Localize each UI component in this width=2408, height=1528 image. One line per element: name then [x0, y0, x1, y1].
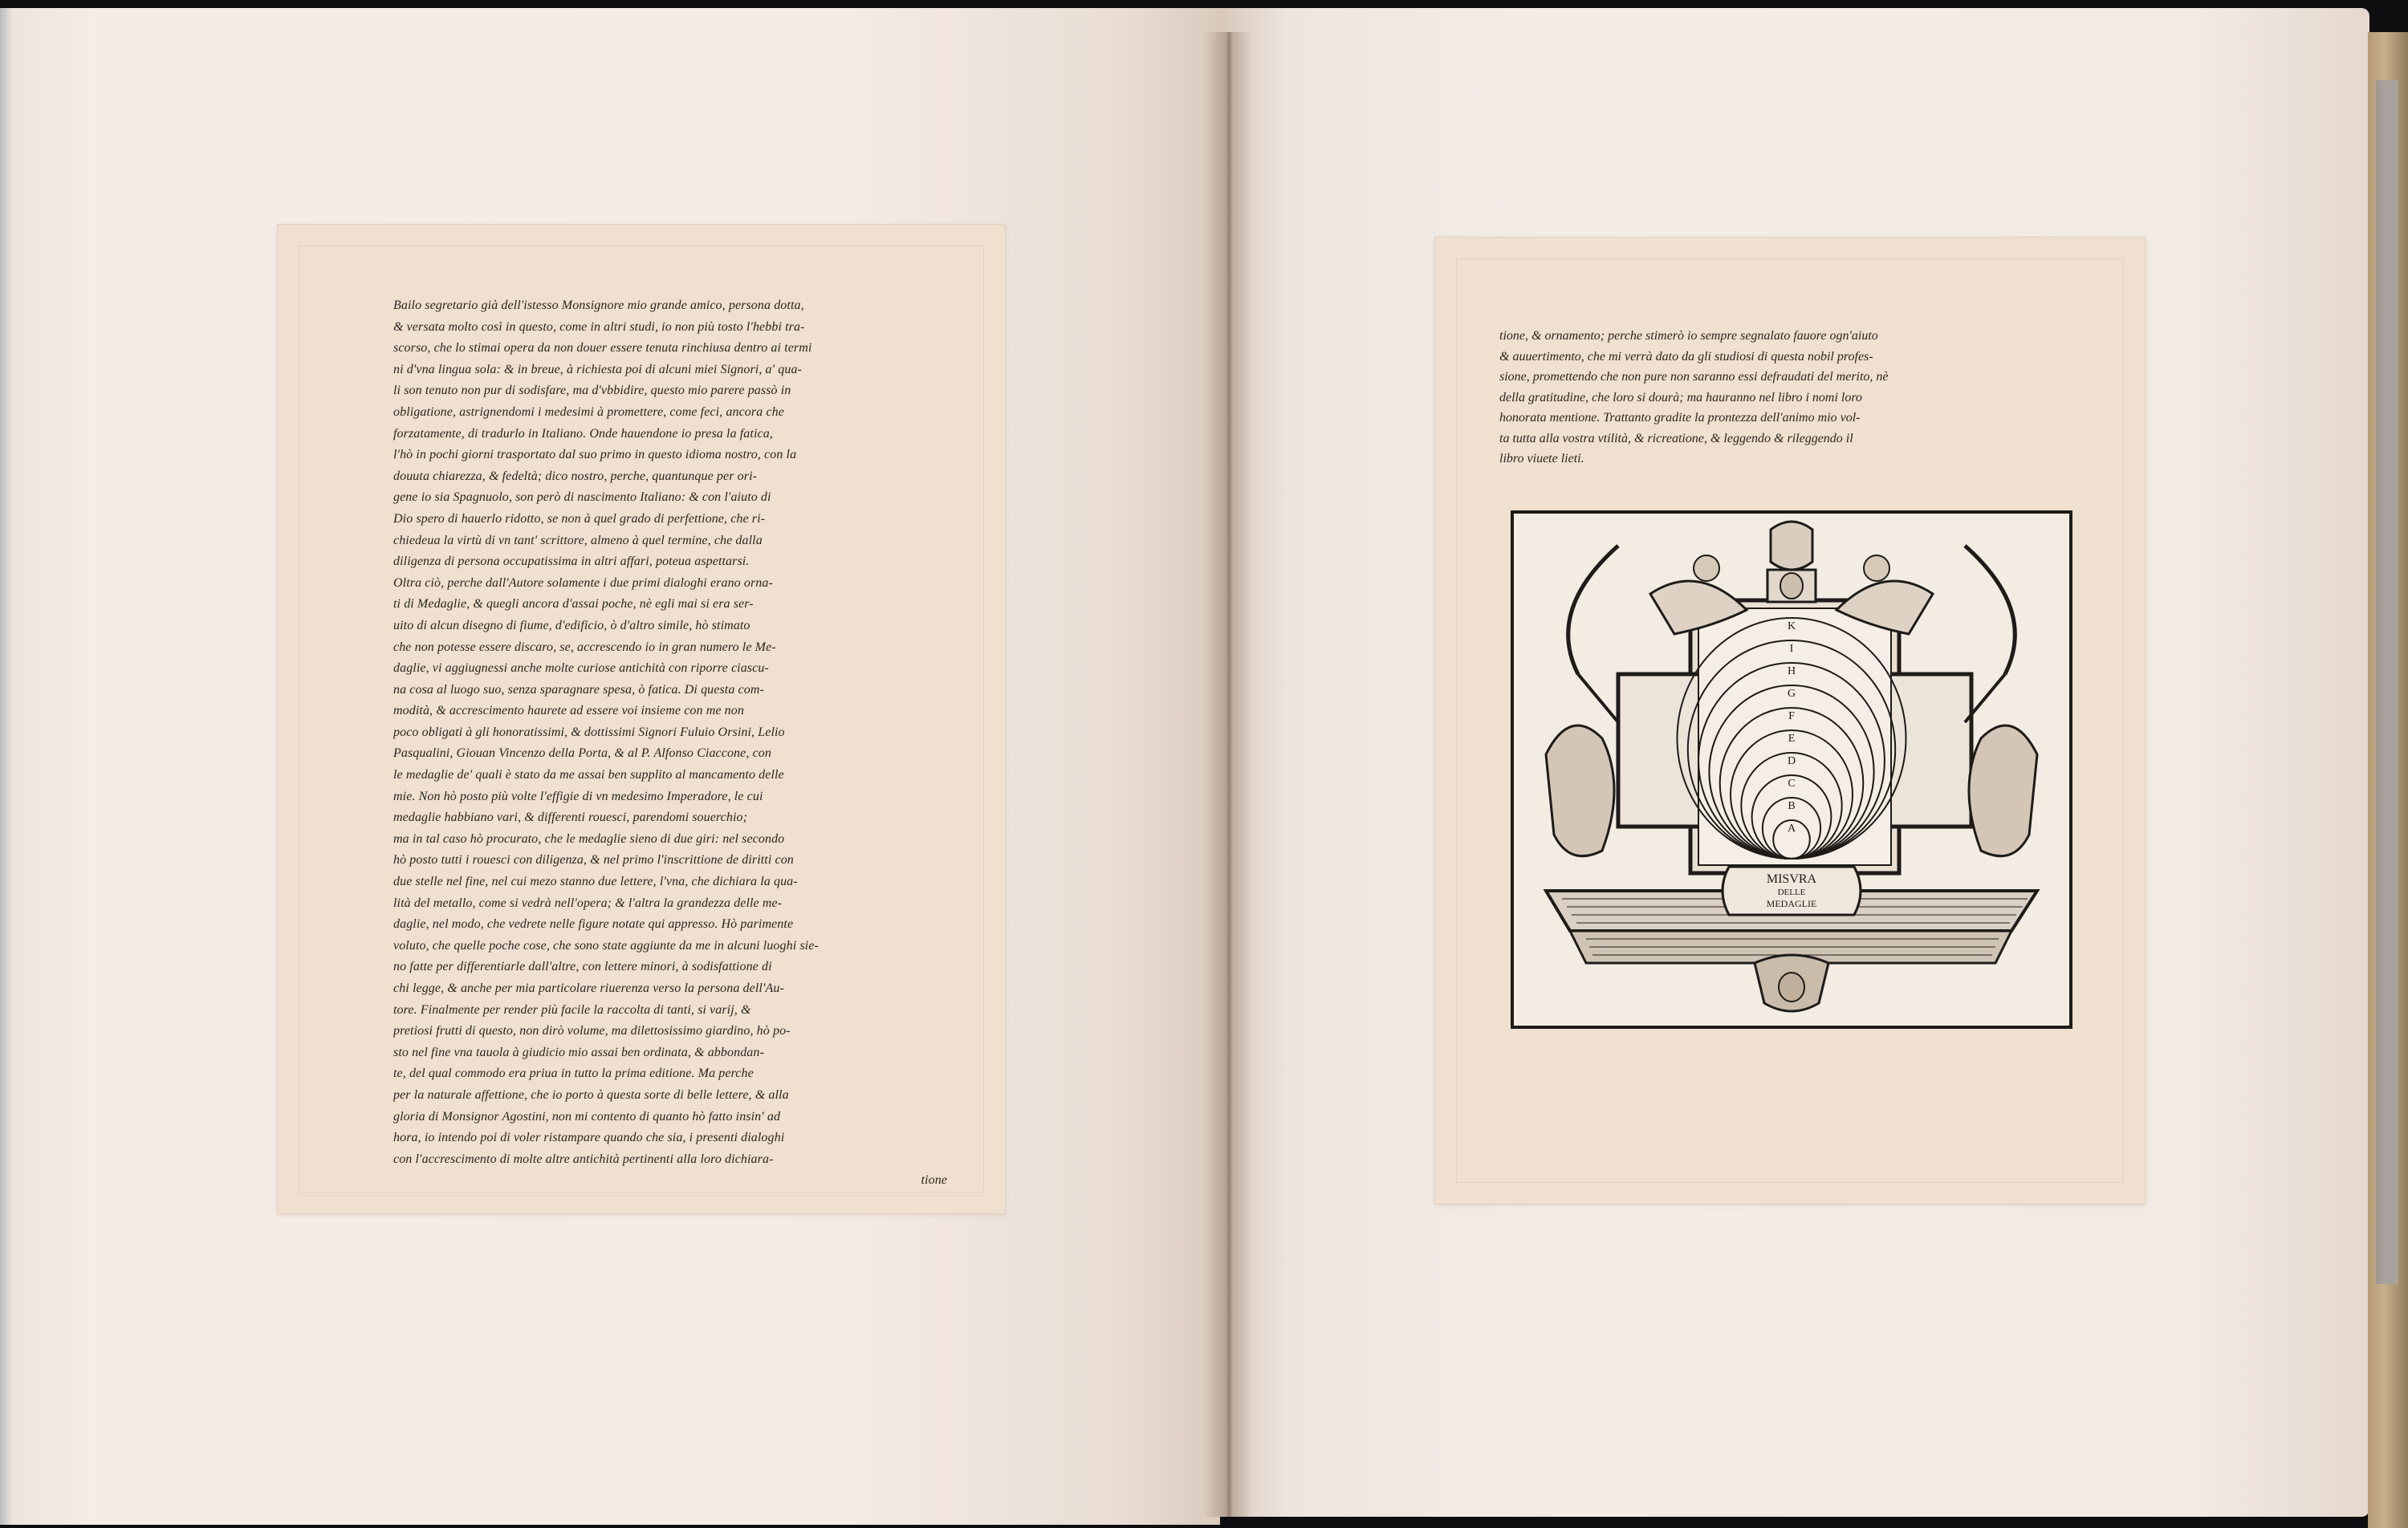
text-line: che non potesse essere discaro, se, accrescendo io in gran numero le Me-	[393, 640, 776, 654]
engraving-misura-delle-medaglie	[1511, 510, 2072, 1029]
arc-letter: D	[1787, 755, 1796, 767]
text-line: chi legge, & anche per mia particolare riuerenza verso la persona dell'Au-	[393, 981, 784, 995]
text-line: te, del qual commodo era priua in tutto la prima editione. Ma perche	[393, 1067, 754, 1081]
text-line: tione, & ornamento; perche stimerò io sempre segnalato fauore ogn'aiuto	[1499, 329, 1878, 343]
right-text-block	[1499, 326, 2005, 469]
text-line: con l'accrescimento di molte altre antichità pertinenti alla loro dichiara-	[393, 1152, 774, 1166]
text-line: na cosa al luogo suo, senza sparagnare spesa, ò fatica. Di questa com-	[393, 682, 764, 697]
text-line: tore. Finalmente per render più facile la raccolta di tanti, si varij, &	[393, 1002, 751, 1017]
text-line: obligatione, astrignendomi i medesimi à promettere, come feci, ancora che	[393, 404, 784, 419]
text-line: Dio spero di hauerlo ridotto, se non à quel grado di perfettione, che ri-	[393, 511, 766, 526]
cartouche-line-2: DELLE	[1777, 888, 1806, 897]
text-line: l'hò in pochi giorni trasportato dal suo primo in questo idioma nostro, con la	[393, 448, 797, 462]
cover-strip	[2376, 80, 2398, 1284]
arc-letter: H	[1787, 665, 1796, 677]
text-line: & auuertimento, che mi verrà dato da gli studiosi di questa nobil profes-	[1499, 349, 1873, 364]
text-line: modità, & accrescimento haurete ad essere voi insieme con me non	[393, 704, 744, 718]
text-line: no fatte per differentiarle dall'altre, con lettere minori, à sodisfattione di	[393, 960, 772, 974]
arc-letter: G	[1787, 688, 1796, 700]
text-line: scorso, che lo stimai opera da non douer essere tenuta rinchiusa dentro ai termi	[393, 341, 812, 356]
arc-letter: C	[1788, 778, 1796, 790]
arc-letter: E	[1788, 733, 1796, 745]
cover-edge	[2368, 32, 2408, 1528]
text-line: Pasqualini, Giouan Vincenzo della Porta, & al P. Alfonso Ciaccone, con	[393, 746, 771, 761]
text-line: poco obligati à gli honoratissimi, & dottissimi Signori Fuluio Orsini, Lelio	[393, 725, 785, 739]
arc-letter: K	[1787, 620, 1796, 632]
cartouche-line-3: MEDAGLIE	[1766, 898, 1817, 909]
text-line: ti di Medaglie, & quegli ancora d'assai poche, nè egli mai si era ser-	[393, 597, 754, 612]
text-line: sto nel fine vna tauola à giudicio mio assai ben ordinata, & abbondan-	[393, 1045, 764, 1059]
text-line: voluto, che quelle poche cose, che sono state aggiunte da me in alcuni luoghi sie-	[393, 938, 819, 953]
text-line: per la naturale affettione, che io porto à questa sorte di belle lettere, & alla	[393, 1087, 789, 1102]
text-line: sione, promettendo che non pure non saranno essi defraudati del merito, nè	[1499, 370, 1889, 384]
text-line: medaglie habbiano vari, & differenti rouesci, parendomi souerchio;	[393, 811, 748, 825]
text-line: diligenza di persona occupatissima in altri affari, poteua aspettarsi.	[393, 555, 750, 569]
text-line: douuta chiarezza, & fedeltà; dico nostro, perche, quantunque per ori-	[393, 469, 758, 483]
text-line: honorata mentione. Trattanto gradite la prontezza dell'animo mio vol-	[1499, 411, 1861, 425]
text-line: mie. Non hò posto più volte l'effigie di vn medesimo Imperadore, le cui	[393, 789, 763, 803]
text-line: ta tutta alla vostra vtilità, & ricreatione, & leggendo & rileggendo il	[1499, 431, 1853, 445]
cartouche-line-1: MISVRA	[1766, 872, 1817, 886]
arc-letter: F	[1788, 710, 1795, 722]
book-gutter	[1204, 32, 1252, 1517]
arc-letter: I	[1789, 643, 1794, 655]
text-line: lità del metallo, come si vedrà nell'opera; & l'altra la grandezza delle me-	[393, 896, 783, 910]
text-line: Bailo segretario già dell'istesso Monsignore mio grande amico, persona dotta,	[393, 299, 804, 312]
text-line: hora, io intendo poi di voler ristampare quando che sia, i presenti dialoghi	[393, 1131, 785, 1145]
text-line: ni d'vna lingua sola: & in breue, à richiesta poi di alcuni miei Signori, a' qua-	[393, 362, 802, 376]
text-line: pretiosi frutti di questo, non dirò volume, ma dilettosissimo giardino, hò po-	[393, 1024, 791, 1038]
text-line: Oltra ciò, perche dall'Autore solamente i due primi dialoghi erano orna-	[393, 575, 773, 590]
text-line: hò posto tutti i rouesci con diligenza, & nel primo l'inscrittione de diritti con	[393, 853, 794, 868]
text-line: gene io sia Spagnuolo, son però di nascimento Italiano: & con l'aiuto di	[393, 490, 771, 505]
text-line: libro viuete lieti.	[1499, 452, 1584, 465]
text-line: & versata molto così in questo, come in altri studi, io non più tosto l'hebbi tra-	[393, 319, 805, 334]
text-line: uito di alcun disegno di fiume, d'edificio, ò d'altro simile, hò stimato	[393, 618, 750, 632]
text-line: due stelle nel fine, nel cui mezo stanno due lettere, l'vna, che dichiara la qua-	[393, 875, 798, 889]
text-line: daglie, vi aggiugnessi anche molte curiose antichità con riporre ciascu-	[393, 661, 769, 676]
text-line: li son tenuto non pur di sodisfare, ma d'vbbidire, questo mio parere passò in	[393, 384, 791, 398]
text-line: gloria di Monsignor Agostini, non mi contento di quanto hò fatto insin' ad	[393, 1109, 781, 1124]
text-line: daglie, nel modo, che vedrete nelle figure notate qui appresso. Hò parimente	[393, 917, 794, 932]
text-line: ma in tal caso hò procurato, che le medaglie sieno di due giri: nel secondo	[393, 831, 785, 846]
catchword: tione	[921, 1173, 947, 1188]
left-text-block	[393, 295, 947, 1192]
text-line: forzatamente, di tradurlo in Italiano. Onde hauendone io presa la fatica,	[393, 426, 773, 441]
left-page-edge	[0, 8, 11, 1525]
left-mounted-sheet	[278, 225, 1005, 1213]
engraving-svg	[1514, 514, 2069, 1026]
arc-letter: B	[1788, 800, 1796, 812]
text-line: le medaglie de' quali è stato da me assai ben supplito al mancamento delle	[393, 768, 784, 782]
right-mounted-sheet	[1435, 238, 2145, 1204]
arc-letter: A	[1787, 823, 1796, 835]
text-line: della gratitudine, che loro si dourà; ma hauranno nel libro i nomi loro	[1499, 390, 1862, 404]
text-line: chiedeua la virtù di vn tant' scrittore, almeno à quel termine, che dalla	[393, 533, 763, 547]
